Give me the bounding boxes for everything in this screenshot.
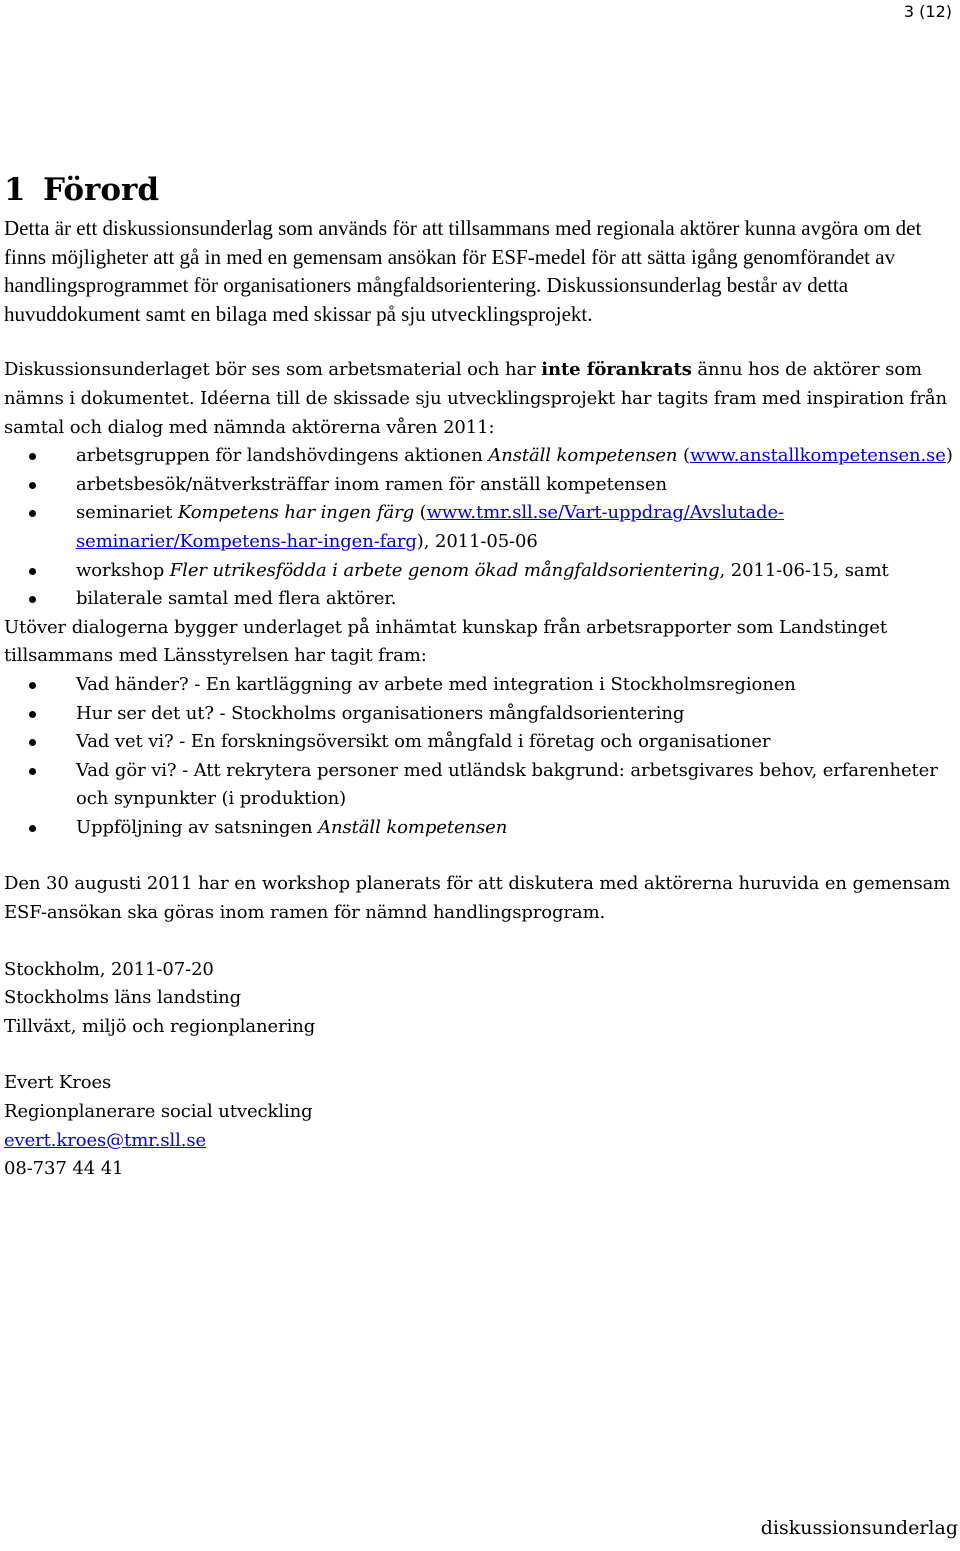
- email-link[interactable]: evert.kroes@tmr.sll.se: [4, 1129, 207, 1151]
- phone-number: 08-737 44 41: [4, 1158, 124, 1180]
- list-item: arbetsbesök/nätverksträffar inom ramen för anställ kompetensen: [4, 471, 954, 500]
- link-anstallkompetensen[interactable]: www.anstallkompetensen.se: [689, 445, 946, 467]
- link-seminar[interactable]: www.tmr.sll.se/Vart-uppdrag/Avslutade-seminarier/Kompetens-har-ingen-farg: [76, 502, 784, 552]
- reports-list: [4, 671, 954, 843]
- organization: Stockholms läns landsting: [4, 987, 242, 1009]
- list-item: Vad händer? - En kartläggning av arbete med integration i Stockholmsregionen: [4, 671, 954, 700]
- signature-block: [4, 956, 954, 1184]
- list-item: seminariet Kompetens har ingen färg (www.tmr.sll.se/Vart-uppdrag/Avslutade-seminarier/Kompetens-har-ingen-farg), 2011-05-06: [4, 499, 954, 556]
- heading-title: Förord: [43, 172, 160, 208]
- dialogue-list: [4, 442, 954, 614]
- document-body: [4, 170, 954, 1184]
- list-item: bilaterale samtal med flera aktörer.: [4, 585, 954, 614]
- list-item: workshop Fler utrikesfödda i arbete genom ökad mångfaldsorientering, 2011-06-15, samt: [4, 557, 954, 586]
- paragraph-reports: Utöver dialogerna bygger underlaget på inhämtat kunskap från arbetsrapporter som Landstinget tillsammans med Länsstyrelsen har tagit fram:: [4, 616, 887, 667]
- list-item: Vad vet vi? - En forskningsöversikt om mångfald i företag och organisationer: [4, 728, 954, 757]
- intro-paragraph: Detta är ett diskussionsunderlag som används för att tillsammans med regionala aktörer kunna avgöra om det finns möjligheter att gå in med en gemensam ansökan för ESF-medel för att sätta igång genomförandet av handlingsprogrammet för organisationers mångfaldsorientering. Diskussionsunderlag består av detta huvuddokument samt en bilaga med skissar på sju utvecklingsprojekt.: [4, 216, 922, 326]
- heading-number: 1: [4, 172, 26, 208]
- emphasis-not-anchored: inte förankrats: [541, 359, 692, 381]
- place-date: Stockholm, 2011-07-20: [4, 958, 214, 980]
- author-role: Regionplanerare social utveckling: [4, 1101, 313, 1123]
- section-heading: [4, 170, 954, 210]
- list-item: arbetsgruppen för landshövdingens aktionen Anställ kompetensen (www.anstallkompetensen.se): [4, 442, 954, 471]
- paragraph-workshop: Den 30 augusti 2011 har en workshop planerats för att diskutera med aktörerna huruvida en gemensam ESF-ansökan ska göras inom ramen för nämnd handlingsprogram.: [4, 873, 951, 924]
- footer-label: diskussionsunderlag: [760, 1517, 958, 1539]
- list-item: Hur ser det ut? - Stockholms organisationers mångfaldsorientering: [4, 700, 954, 729]
- paragraph-status: Diskussionsunderlaget bör ses som arbetsmaterial och har inte förankrats ännu hos de aktörer som nämns i dokumentet. Idéerna till de skissade sju utvecklingsprojekt har tagits fram med inspiration från samtal och dialog med nämnda aktörerna våren 2011:: [4, 359, 947, 438]
- page-number: 3 (12): [903, 2, 952, 21]
- list-item: Uppföljning av satsningen Anställ kompetensen: [4, 814, 954, 843]
- department: Tillväxt, miljö och regionplanering: [4, 1015, 316, 1037]
- author-name: Evert Kroes: [4, 1072, 112, 1094]
- list-item: Vad gör vi? - Att rekrytera personer med utländsk bakgrund: arbetsgivares behov, erfarenheter och synpunkter (i produktion): [4, 757, 954, 814]
